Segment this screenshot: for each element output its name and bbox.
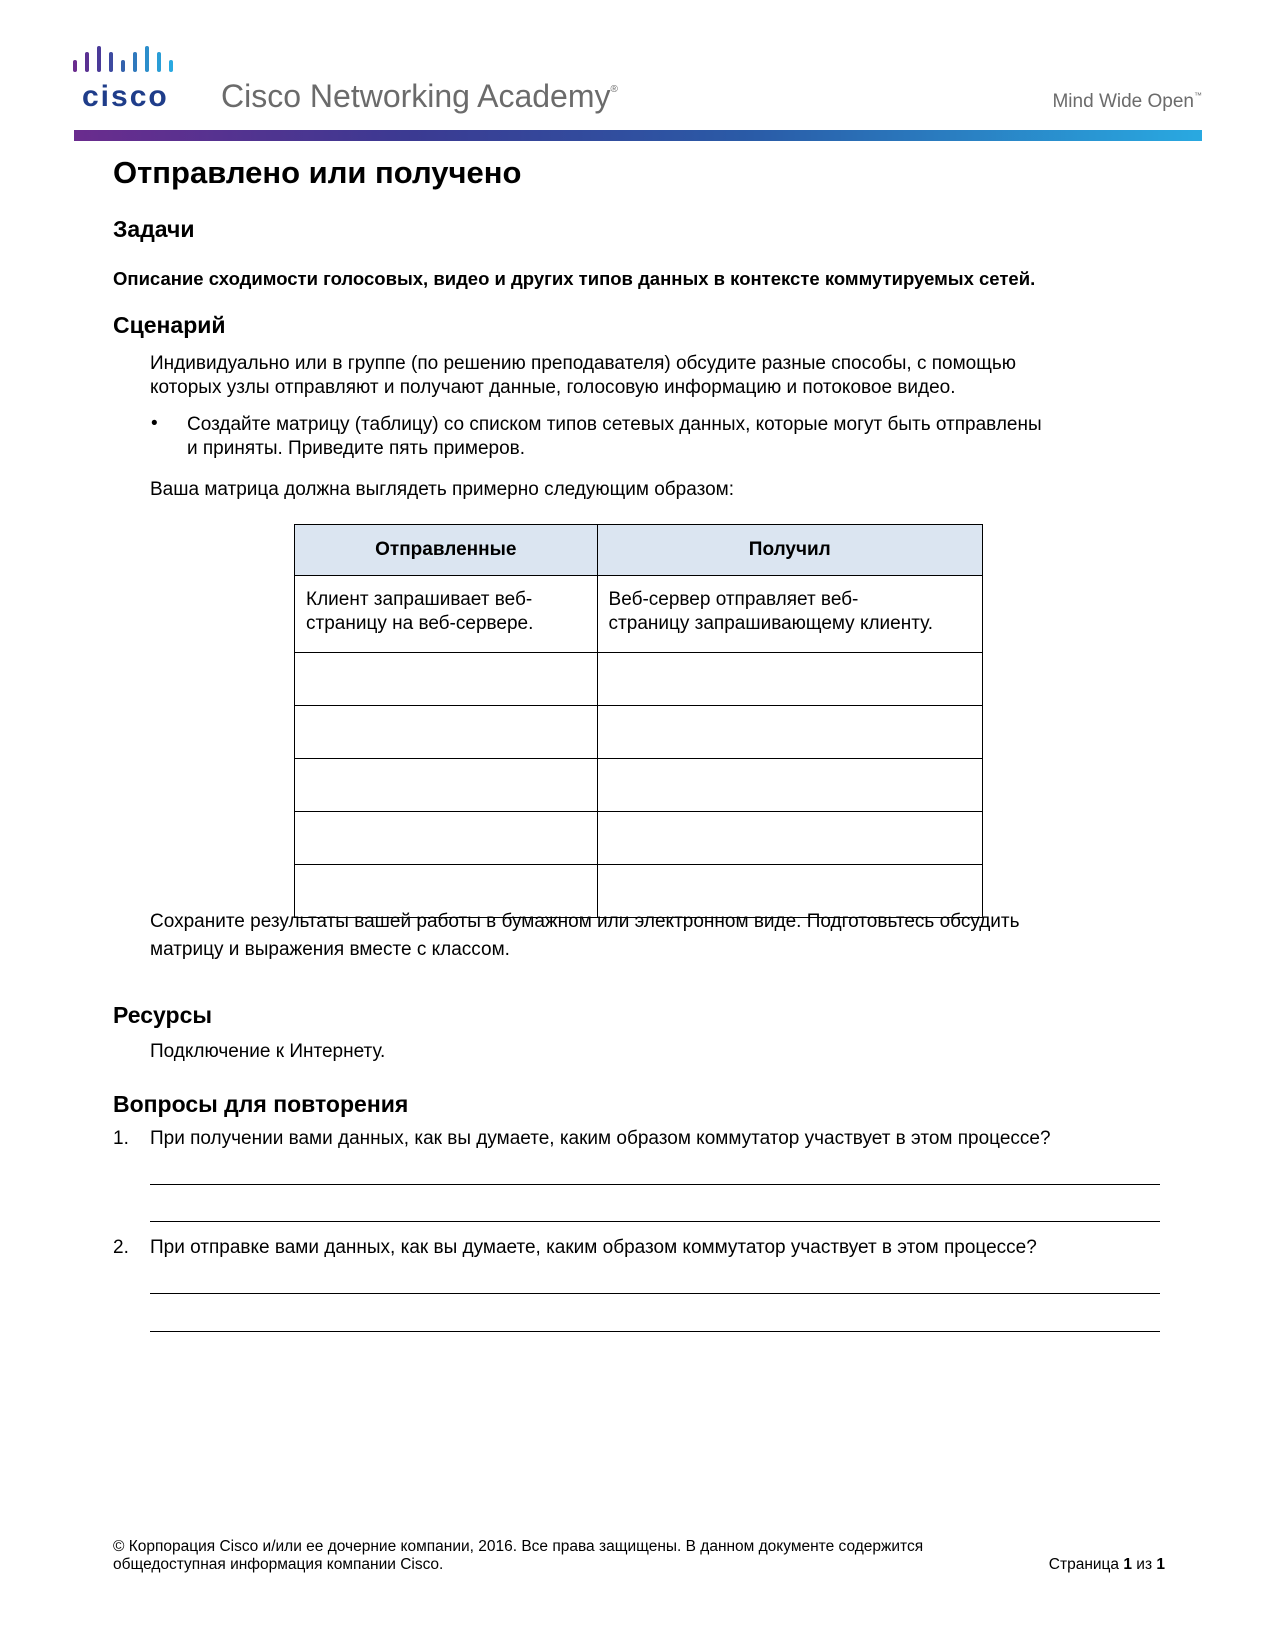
cisco-logo-text: cisco <box>82 80 169 113</box>
table-row-empty <box>295 653 983 706</box>
question-2-text: При отправке вами данных, как вы думаете, каким образом коммутатор участвует в этом процессе? <box>150 1237 1037 1258</box>
table-row-empty <box>295 812 983 865</box>
resources-heading: Ресурсы <box>113 1002 213 1028</box>
trademark-mark: ™ <box>1194 91 1202 100</box>
answer-line[interactable] <box>150 1184 1160 1185</box>
tagline: Mind Wide Open™ <box>1052 91 1202 112</box>
bullet-icon: • <box>151 413 158 434</box>
scenario-paragraph <box>150 352 1016 400</box>
answer-line[interactable] <box>150 1221 1160 1222</box>
empty-cell[interactable] <box>597 812 982 865</box>
sent-received-matrix <box>294 524 983 918</box>
empty-cell[interactable] <box>597 653 982 706</box>
objective-text: Описание сходимости голосовых, видео и других типов данных в контексте коммутируемых сетей. <box>113 268 1036 289</box>
scenario-line-2: которых узлы отправляют и получают данные, голосовую информацию и потоковое видео. <box>150 377 956 398</box>
resources-text: Подключение к Интернету. <box>150 1041 386 1062</box>
answer-line[interactable] <box>150 1331 1160 1332</box>
empty-cell[interactable] <box>295 706 598 759</box>
page-title: Отправлено или получено <box>113 155 522 190</box>
column-header-received: Получил <box>597 525 982 576</box>
table-row <box>295 576 983 653</box>
empty-cell[interactable] <box>597 759 982 812</box>
question-1-text: При получении вами данных, как вы думаете, каким образом коммутатор участвует в этом процессе? <box>150 1128 1051 1149</box>
matrix-intro: Ваша матрица должна выглядеть примерно следующим образом: <box>150 479 734 500</box>
empty-cell[interactable] <box>295 759 598 812</box>
empty-cell[interactable] <box>295 653 598 706</box>
bullet-line-1: Создайте матрицу (таблицу) со списком типов сетевых данных, которые могут быть отправлены <box>187 414 1042 435</box>
footer-copyright: © Корпорация Cisco и/или ее дочерние компании, 2016. Все права защищены. В данном документе содержится общедоступная информация компании Cisco. <box>113 1538 924 1573</box>
cell-sent-example: Клиент запрашивает веб- страницу на веб-сервере. <box>295 576 598 653</box>
column-header-sent: Отправленные <box>295 525 598 576</box>
bullet-item <box>187 413 1147 461</box>
header-gradient-bar <box>74 130 1202 141</box>
registered-mark: ® <box>610 84 618 95</box>
table-header-row <box>295 525 983 576</box>
question-1-number: 1. <box>113 1128 129 1149</box>
table-row-empty <box>295 759 983 812</box>
scenario-line-1: Индивидуально или в группе (по решению преподавателя) обсудите разные способы, с помощью <box>150 353 1017 374</box>
page-number: Страница 1 из 1 <box>1048 1556 1165 1573</box>
cell-received-example: Веб-сервер отправляет веб- страницу запрашивающему клиенту. <box>597 576 982 653</box>
empty-cell[interactable] <box>295 812 598 865</box>
after-table-line-1: Сохраните результаты вашей работы в бумажном или электронном виде. Подготовьтесь обсудить <box>150 911 1020 932</box>
after-table-line-2: матрицу и выражения вместе с классом. <box>150 939 510 960</box>
table-row-empty <box>295 706 983 759</box>
scenario-heading: Сценарий <box>113 312 226 338</box>
answer-line[interactable] <box>150 1293 1160 1294</box>
questions-heading: Вопросы для повторения <box>113 1091 409 1117</box>
bullet-line-2: и приняты. Приведите пять примеров. <box>187 438 526 459</box>
empty-cell[interactable] <box>597 706 982 759</box>
question-2-number: 2. <box>113 1237 129 1258</box>
objectives-heading: Задачи <box>113 216 195 242</box>
academy-name: Cisco Networking Academy® <box>221 78 618 114</box>
after-table-paragraph <box>150 908 1020 964</box>
